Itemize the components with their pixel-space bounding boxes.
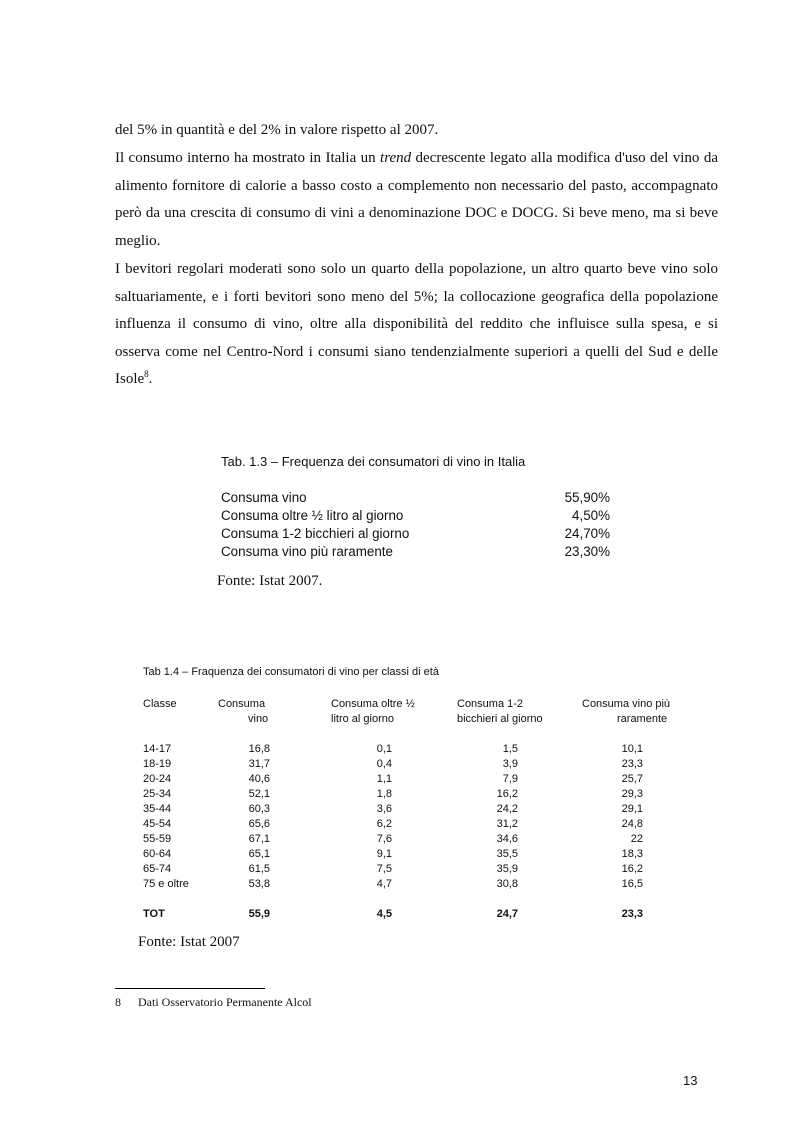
table-1-3-row bbox=[221, 508, 610, 526]
paragraph-2-start: Il consumo interno ha mostrato in Italia un bbox=[115, 150, 381, 166]
table-row bbox=[143, 758, 703, 773]
cell-bicchieri: 24,2 bbox=[496, 803, 518, 815]
cell-bicchieri: 31,2 bbox=[496, 818, 518, 830]
footnote-ref[interactable]: 8 bbox=[144, 369, 149, 379]
cell-oltre: 7,5 bbox=[376, 863, 392, 875]
cell-classe: 60-64 bbox=[143, 848, 172, 860]
cell-oltre: 4,7 bbox=[376, 878, 392, 890]
cell-total-consuma: 55,9 bbox=[248, 908, 270, 920]
footnote-text: Dati Osservatorio Permanente Alcol bbox=[138, 995, 312, 1009]
cell-oltre: 1,1 bbox=[376, 773, 392, 785]
cell-classe: 75 e oltre bbox=[143, 878, 189, 890]
table-row bbox=[143, 743, 703, 758]
cell-classe: 55-59 bbox=[143, 833, 172, 845]
table-row bbox=[143, 773, 703, 788]
header-oltre-line2: litro al giorno bbox=[331, 713, 394, 725]
cell-oltre: 6,2 bbox=[376, 818, 392, 830]
header-consuma: Consuma bbox=[218, 698, 266, 710]
paragraph-2 bbox=[115, 145, 718, 255]
row-label: Consuma 1-2 bicchieri al giorno bbox=[221, 526, 410, 541]
table-row bbox=[143, 878, 703, 893]
table-1-4-title: Tab 1.4 – Fraquenza dei consumatori di vino per classi di età bbox=[143, 666, 439, 678]
cell-bicchieri: 7,9 bbox=[502, 773, 518, 785]
cell-classe: 20-24 bbox=[143, 773, 172, 785]
cell-oltre: 0,4 bbox=[376, 758, 392, 770]
paragraph-3 bbox=[115, 256, 718, 394]
cell-classe: 35-44 bbox=[143, 803, 172, 815]
cell-bicchieri: 1,5 bbox=[502, 743, 518, 755]
cell-classe: 45-54 bbox=[143, 818, 172, 830]
table-row bbox=[143, 833, 703, 848]
table-row bbox=[143, 803, 703, 818]
cell-classe: 18-19 bbox=[143, 758, 172, 770]
table-1-3-row bbox=[221, 490, 610, 508]
row-value: 23,30% bbox=[564, 544, 610, 559]
header-consuma-line2: vino bbox=[248, 713, 269, 725]
cell-raramente: 29,3 bbox=[621, 788, 643, 800]
cell-raramente: 22 bbox=[630, 833, 643, 845]
row-value: 24,70% bbox=[564, 526, 610, 541]
page-number: 13 bbox=[683, 1073, 698, 1088]
cell-classe: 65-74 bbox=[143, 863, 172, 875]
footnote bbox=[115, 995, 312, 1010]
cell-bicchieri: 16,2 bbox=[496, 788, 518, 800]
cell-consuma: 52,1 bbox=[248, 788, 270, 800]
table-1-3-source: Fonte: Istat 2007. bbox=[217, 573, 323, 589]
cell-raramente: 18,3 bbox=[621, 848, 643, 860]
table-row bbox=[143, 818, 703, 833]
cell-bicchieri: 30,8 bbox=[496, 878, 518, 890]
paragraph-3-end: . bbox=[148, 371, 153, 387]
row-value: 55,90% bbox=[564, 490, 610, 505]
paragraph-2-trend: trend bbox=[380, 150, 412, 166]
table-row bbox=[143, 788, 703, 803]
table-1-3-row bbox=[221, 526, 610, 544]
cell-raramente: 25,7 bbox=[621, 773, 643, 785]
footnote-divider bbox=[115, 988, 265, 989]
row-label: Consuma vino più raramente bbox=[221, 544, 393, 559]
cell-classe: 14-17 bbox=[143, 743, 172, 755]
row-value: 4,50% bbox=[572, 508, 610, 523]
cell-oltre: 3,6 bbox=[376, 803, 392, 815]
table-total-row bbox=[143, 908, 703, 923]
cell-oltre: 7,6 bbox=[376, 833, 392, 845]
cell-raramente: 10,1 bbox=[621, 743, 643, 755]
paragraph-3-text: I bevitori regolari moderati sono solo un quarto della popolazione, un altro quarto beve vino solo saltuariamente, e i forti bevitori sono meno del 5%; la collocazione geografica della popolazione influenza il consumo di vino, oltre alla disponibilità del reddito che influisce sulla spesa, e si osserva come nel Centro-Nord i consumi siano tendenzialmente superiori a quelli del Sud e delle Isole bbox=[115, 261, 718, 387]
cell-consuma: 31,7 bbox=[248, 758, 270, 770]
cell-bicchieri: 34,6 bbox=[496, 833, 518, 845]
row-label: Consuma oltre ½ litro al giorno bbox=[221, 508, 404, 523]
cell-raramente: 16,5 bbox=[621, 878, 643, 890]
cell-consuma: 65,6 bbox=[248, 818, 270, 830]
cell-raramente: 29,1 bbox=[621, 803, 643, 815]
header-raramente-line2: raramente bbox=[617, 713, 668, 725]
cell-bicchieri: 35,9 bbox=[496, 863, 518, 875]
cell-oltre: 1,8 bbox=[376, 788, 392, 800]
footnote-number: 8 bbox=[115, 995, 121, 1009]
cell-raramente: 24,8 bbox=[621, 818, 643, 830]
paragraph-1: del 5% in quantità e del 2% in valore rispetto al 2007. bbox=[115, 122, 439, 138]
cell-raramente: 23,3 bbox=[621, 758, 643, 770]
cell-consuma: 67,1 bbox=[248, 833, 270, 845]
table-row bbox=[143, 848, 703, 863]
cell-bicchieri: 3,9 bbox=[502, 758, 518, 770]
cell-consuma: 61,5 bbox=[248, 863, 270, 875]
table-row bbox=[143, 863, 703, 878]
cell-total-bicchieri: 24,7 bbox=[496, 908, 518, 920]
table-1-3-title: Tab. 1.3 – Frequenza dei consumatori di vino in Italia bbox=[221, 454, 526, 469]
header-bicchieri-line2: bicchieri al giorno bbox=[457, 713, 543, 725]
header-oltre: Consuma oltre ½ bbox=[331, 698, 415, 710]
cell-total-raramente: 23,3 bbox=[621, 908, 643, 920]
cell-oltre: 0,1 bbox=[376, 743, 392, 755]
cell-oltre: 9,1 bbox=[376, 848, 392, 860]
cell-raramente: 16,2 bbox=[621, 863, 643, 875]
cell-total-label: TOT bbox=[143, 908, 165, 920]
header-classe: Classe bbox=[143, 698, 177, 710]
cell-consuma: 65,1 bbox=[248, 848, 270, 860]
cell-consuma: 40,6 bbox=[248, 773, 270, 785]
paragraph-2-rest: decrescente legato alla modifica d'uso del vino da alimento fornitore di calorie a basso costo a complemento non necessario del pasto, accompagnato però da una crescita di consumo di vini a denominazione DOC e DOCG. Si beve meno, ma si beve meglio. bbox=[115, 150, 718, 249]
row-label: Consuma vino bbox=[221, 490, 307, 505]
cell-total-oltre: 4,5 bbox=[376, 908, 392, 920]
table-1-3-row bbox=[221, 544, 610, 562]
header-raramente: Consuma vino più bbox=[582, 698, 671, 710]
header-bicchieri: Consuma 1-2 bbox=[457, 698, 524, 710]
cell-consuma: 53,8 bbox=[248, 878, 270, 890]
cell-classe: 25-34 bbox=[143, 788, 172, 800]
cell-bicchieri: 35,5 bbox=[496, 848, 518, 860]
cell-consuma: 60,3 bbox=[248, 803, 270, 815]
table-1-4-source: Fonte: Istat 2007 bbox=[138, 934, 240, 950]
cell-consuma: 16,8 bbox=[248, 743, 270, 755]
